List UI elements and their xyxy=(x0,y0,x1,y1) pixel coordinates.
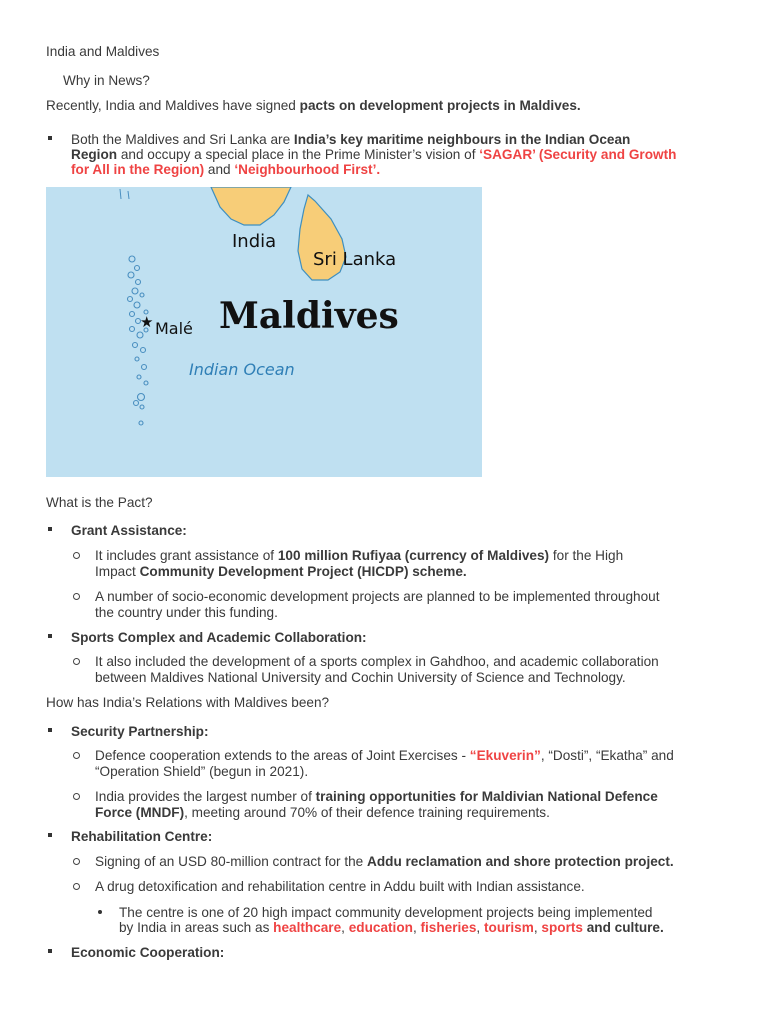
sports-line1: It also included the development of a sports complex in Gahdhoo, and academic collaboration xyxy=(95,654,659,669)
northern-islands xyxy=(120,189,129,199)
why-in-news-heading: Why in News? xyxy=(63,73,150,88)
bullet-dot xyxy=(98,910,102,914)
text-red: fisheries xyxy=(420,920,477,935)
rehab-line4 xyxy=(119,919,664,936)
economic-title: Economic Cooperation: xyxy=(71,945,225,960)
bullet-square xyxy=(48,527,52,531)
map-label-india: India xyxy=(232,231,277,252)
text: , meeting around 70% of their defence training requirements. xyxy=(184,805,550,820)
maldives-atolls xyxy=(128,256,149,425)
pact-heading: What is the Pact? xyxy=(46,495,153,510)
text: , xyxy=(476,920,484,935)
text: , “Dosti”, “Ekatha” and xyxy=(540,748,674,763)
bullet-circle xyxy=(73,658,80,665)
text-bold: Community Development Project (HICDP) scheme. xyxy=(139,564,467,579)
doc-title: India and Maldives xyxy=(46,44,160,59)
bullet-circle xyxy=(73,793,80,800)
text: and xyxy=(204,162,235,177)
text: , xyxy=(341,920,349,935)
training-line1 xyxy=(95,788,658,805)
text-bold: training opportunities for Maldivian National Defence xyxy=(315,789,658,804)
text-red: education xyxy=(348,920,413,935)
text-red: tourism xyxy=(483,920,534,935)
relations-heading: How has India’s Relations with Maldives been? xyxy=(46,695,330,710)
sports-title: Sports Complex and Academic Collaboration: xyxy=(71,630,367,645)
intro-text: Recently, India and Maldives have signed xyxy=(46,98,300,113)
defence-line1 xyxy=(95,747,674,764)
text-red: ‘Neighbourhood First’. xyxy=(234,162,381,177)
text-bold: India’s key maritime neighbours in the Indian Ocean xyxy=(293,132,631,147)
grant-title: Grant Assistance: xyxy=(71,523,187,538)
rehab-line2: A drug detoxification and rehabilitation centre in Addu built with Indian assistance. xyxy=(95,879,585,894)
bullet-circle xyxy=(73,858,80,865)
text-bold: Region xyxy=(71,147,118,162)
rehab-title: Rehabilitation Centre: xyxy=(71,829,213,844)
bullet-square xyxy=(48,634,52,638)
text-red: ‘SAGAR’ (Security and Growth xyxy=(479,147,677,162)
grant-line2 xyxy=(95,563,467,580)
text: Impact xyxy=(95,564,140,579)
map-label-sri-lanka: Sri Lanka xyxy=(313,249,397,270)
bullet-circle xyxy=(73,883,80,890)
text-red: healthcare xyxy=(273,920,342,935)
text-red: “Ekuverin” xyxy=(469,748,541,763)
bullet-square xyxy=(48,136,52,140)
rehab-line3: The centre is one of 20 high impact community development projects being implemented xyxy=(119,905,653,920)
intro-paragraph xyxy=(46,97,581,114)
p1-line3 xyxy=(71,161,380,178)
grant-line1 xyxy=(95,547,623,564)
bullet-circle xyxy=(73,552,80,559)
text: , xyxy=(533,920,542,935)
text: Both the Maldives and Sri Lanka are xyxy=(71,132,294,147)
text: Signing of an USD 80-million contract for the xyxy=(95,854,368,869)
rehab-line1 xyxy=(95,853,674,870)
text: It includes grant assistance of xyxy=(95,548,278,563)
map-label-maldives: Maldives xyxy=(219,295,399,337)
grant-line3: A number of socio-economic development projects are planned to be implemented throughout xyxy=(95,589,660,604)
text: , xyxy=(412,920,421,935)
training-line2 xyxy=(95,804,550,821)
text: for the High xyxy=(549,548,624,563)
bullet-circle xyxy=(73,593,80,600)
text-red: for All in the Region) xyxy=(71,162,205,177)
intro-bold: pacts on development projects in Maldives. xyxy=(299,98,581,113)
text: by India in areas such as xyxy=(119,920,274,935)
text: India provides the largest number of xyxy=(95,789,316,804)
maldives-map xyxy=(46,187,482,477)
security-title: Security Partnership: xyxy=(71,724,209,739)
text-bold: Force (MNDF) xyxy=(95,805,185,820)
text-red: sports xyxy=(541,920,583,935)
bullet-square xyxy=(48,833,52,837)
map-label-indian-ocean: Indian Ocean xyxy=(189,360,295,379)
india-landmass xyxy=(211,187,291,225)
defence-line2: “Operation Shield” (begun in 2021). xyxy=(95,764,309,779)
map-label-male: Malé xyxy=(155,319,193,338)
sports-line2: between Maldives National University and Cochin University of Science and Technology. xyxy=(95,670,626,685)
bullet-square xyxy=(48,728,52,732)
text: Defence cooperation extends to the areas of Joint Exercises - xyxy=(95,748,470,763)
text-bold: Addu reclamation and shore protection project. xyxy=(367,854,674,869)
text: and occupy a special place in the Prime Minister’s vision of xyxy=(117,147,480,162)
text-bold: 100 million Rufiyaa (currency of Maldives) xyxy=(277,548,550,563)
text-bold: and culture. xyxy=(582,920,664,935)
male-star-icon: ★ xyxy=(140,313,154,331)
grant-line4: the country under this funding. xyxy=(95,605,278,620)
bullet-circle xyxy=(73,752,80,759)
bullet-square xyxy=(48,949,52,953)
